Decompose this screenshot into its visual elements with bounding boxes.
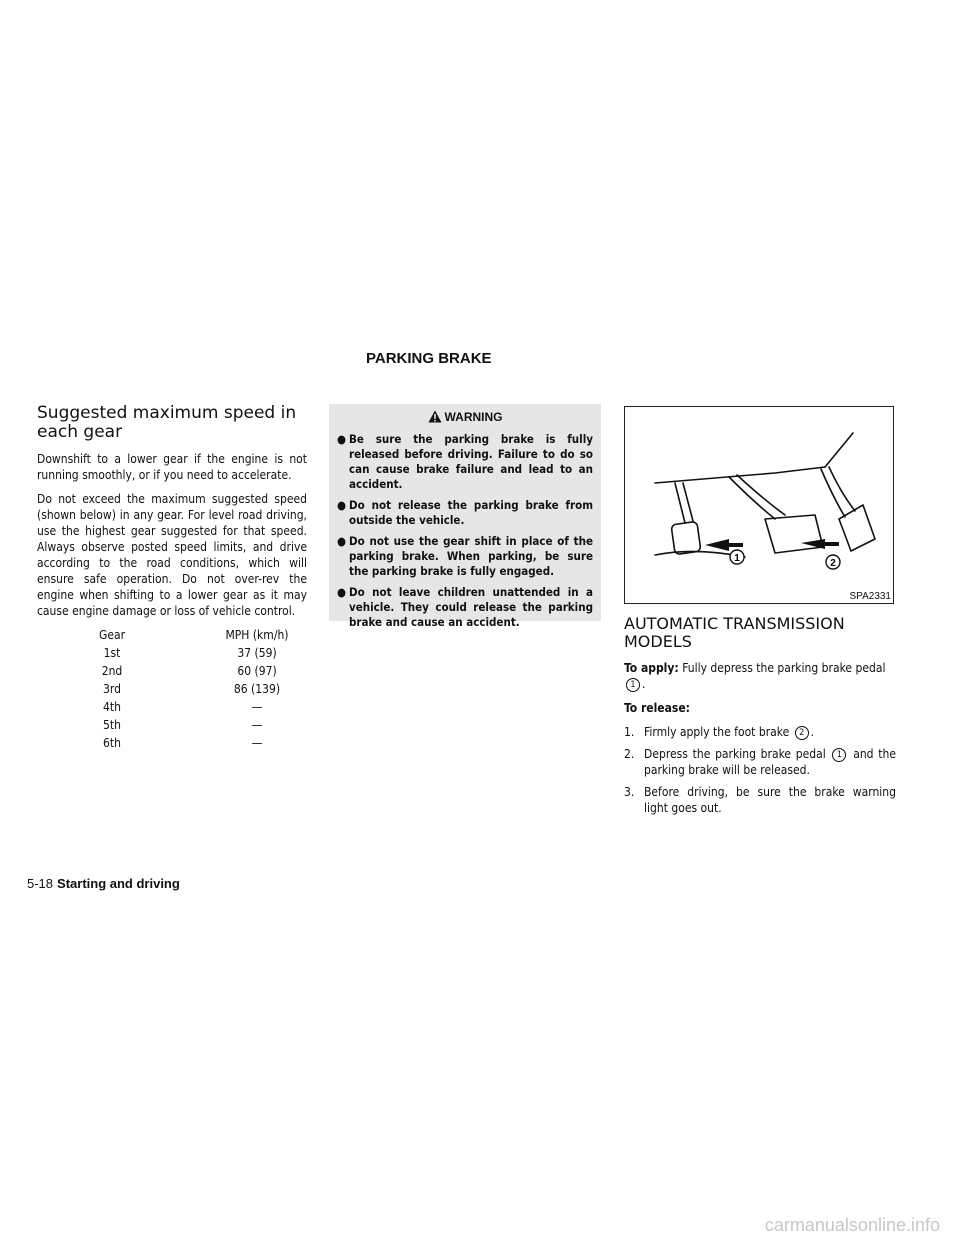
warning-title xyxy=(329,410,601,424)
speed-cell: 37 (59) xyxy=(237,646,277,660)
step-number: 1. xyxy=(624,725,635,739)
gear-cell: 3rd xyxy=(103,682,121,696)
warning-item-text: Do not release the parking brake from outside the vehicle. xyxy=(349,498,593,527)
warning-item-text: Be sure the parking brake is fully released before driving. Failure to do so can cause brake failure and lead to an accident. xyxy=(349,432,593,491)
gear-cell: 5th xyxy=(103,718,121,732)
step-text: Depress the parking brake pedal xyxy=(644,747,826,761)
callout-ref-2: 2 xyxy=(795,726,809,740)
warning-item-text: Do not leave children unattended in a vehicle. They could release the parking brake and cause an accident. xyxy=(349,585,593,629)
page-footer xyxy=(27,876,180,891)
step-text: Firmly apply the foot brake xyxy=(644,725,790,739)
warning-title-text: WARNING xyxy=(444,410,503,424)
table-row xyxy=(37,700,307,718)
warning-item xyxy=(337,432,593,492)
table-row xyxy=(37,736,307,754)
warning-item xyxy=(337,498,593,528)
paragraph-max-speed: Do not exceed the maximum suggested speed (shown below) in any gear. For level road driving, use the highest gear suggested for that speed. Always observe posted speed limits, and drive according to the road conditions, which will ensure safe operation. Do not over-rev the engine when shifting to a lower gear as it may cause engine damage or loss of vehicle control. xyxy=(37,492,307,618)
pedal-illustration xyxy=(625,407,893,603)
callout-2: 2 xyxy=(830,558,836,569)
bullet-icon: ● xyxy=(337,585,347,599)
apply-text: Fully depress the parking brake pedal xyxy=(682,661,886,675)
callout-1: 1 xyxy=(734,553,740,564)
speed-cell: 86 (139) xyxy=(233,682,281,696)
watermark: carmanualsonline.info xyxy=(764,1215,940,1235)
speed-cell: — xyxy=(251,718,263,732)
warning-list xyxy=(337,432,593,636)
release-label: To release: xyxy=(624,701,690,715)
apply-label: To apply: xyxy=(624,661,679,675)
bullet-icon: ● xyxy=(337,498,347,512)
callout-ref-1: 1 xyxy=(626,678,640,692)
column-header-speed: MPH (km/h) xyxy=(225,628,289,642)
table-row xyxy=(37,646,307,664)
table-header-row xyxy=(37,628,307,646)
step-text-post: . xyxy=(810,725,815,739)
table-row xyxy=(37,664,307,682)
step-item xyxy=(624,724,896,740)
step-item xyxy=(624,746,896,778)
page-number: 5-18 xyxy=(27,876,54,891)
column-header-gear: Gear xyxy=(98,628,126,642)
gear-cell: 2nd xyxy=(101,664,123,678)
table-row xyxy=(37,682,307,700)
apply-paragraph: To apply: Fully depress the parking brake pedal 1 . xyxy=(624,661,886,691)
warning-box xyxy=(329,404,601,629)
warning-item-text: Do not use the gear shift in place of the parking brake. When parking, be sure the parking brake is fully engaged. xyxy=(349,534,593,578)
pedal-figure xyxy=(624,406,894,604)
step-text-post: and the parking brake will be released. xyxy=(644,747,896,777)
gear-cell: 4th xyxy=(103,700,121,714)
warning-item xyxy=(337,585,593,630)
section-header: PARKING BRAKE xyxy=(366,350,492,367)
speed-cell: — xyxy=(251,736,263,750)
step-number: 2. xyxy=(624,747,635,761)
figure-code: SPA2331 xyxy=(849,591,891,602)
footer-section: Starting and driving xyxy=(57,876,180,891)
step-number: 3. xyxy=(624,785,635,799)
callout-ref-1: 1 xyxy=(832,748,846,762)
warning-item xyxy=(337,534,593,579)
step-item xyxy=(624,784,896,816)
gear-speed-table xyxy=(37,628,307,754)
left-column xyxy=(37,404,307,627)
step-text: Before driving, be sure the brake warning light goes out. xyxy=(644,785,896,815)
speed-cell: 60 (97) xyxy=(237,664,277,678)
warning-triangle-icon xyxy=(428,410,442,423)
auto-transmission-heading: AUTOMATIC TRANSMISSION MODELS xyxy=(624,614,845,651)
speed-heading: Suggested maximum speed in each gear xyxy=(37,403,297,442)
bullet-icon: ● xyxy=(337,534,347,548)
bullet-icon: ● xyxy=(337,432,347,446)
gear-cell: 1st xyxy=(103,646,121,660)
table-row xyxy=(37,718,307,736)
paragraph-downshift: Downshift to a lower gear if the engine is not running smoothly, or if you need to accelerate. xyxy=(37,452,307,482)
speed-cell: — xyxy=(251,700,263,714)
right-column xyxy=(624,615,896,822)
gear-cell: 6th xyxy=(103,736,121,750)
